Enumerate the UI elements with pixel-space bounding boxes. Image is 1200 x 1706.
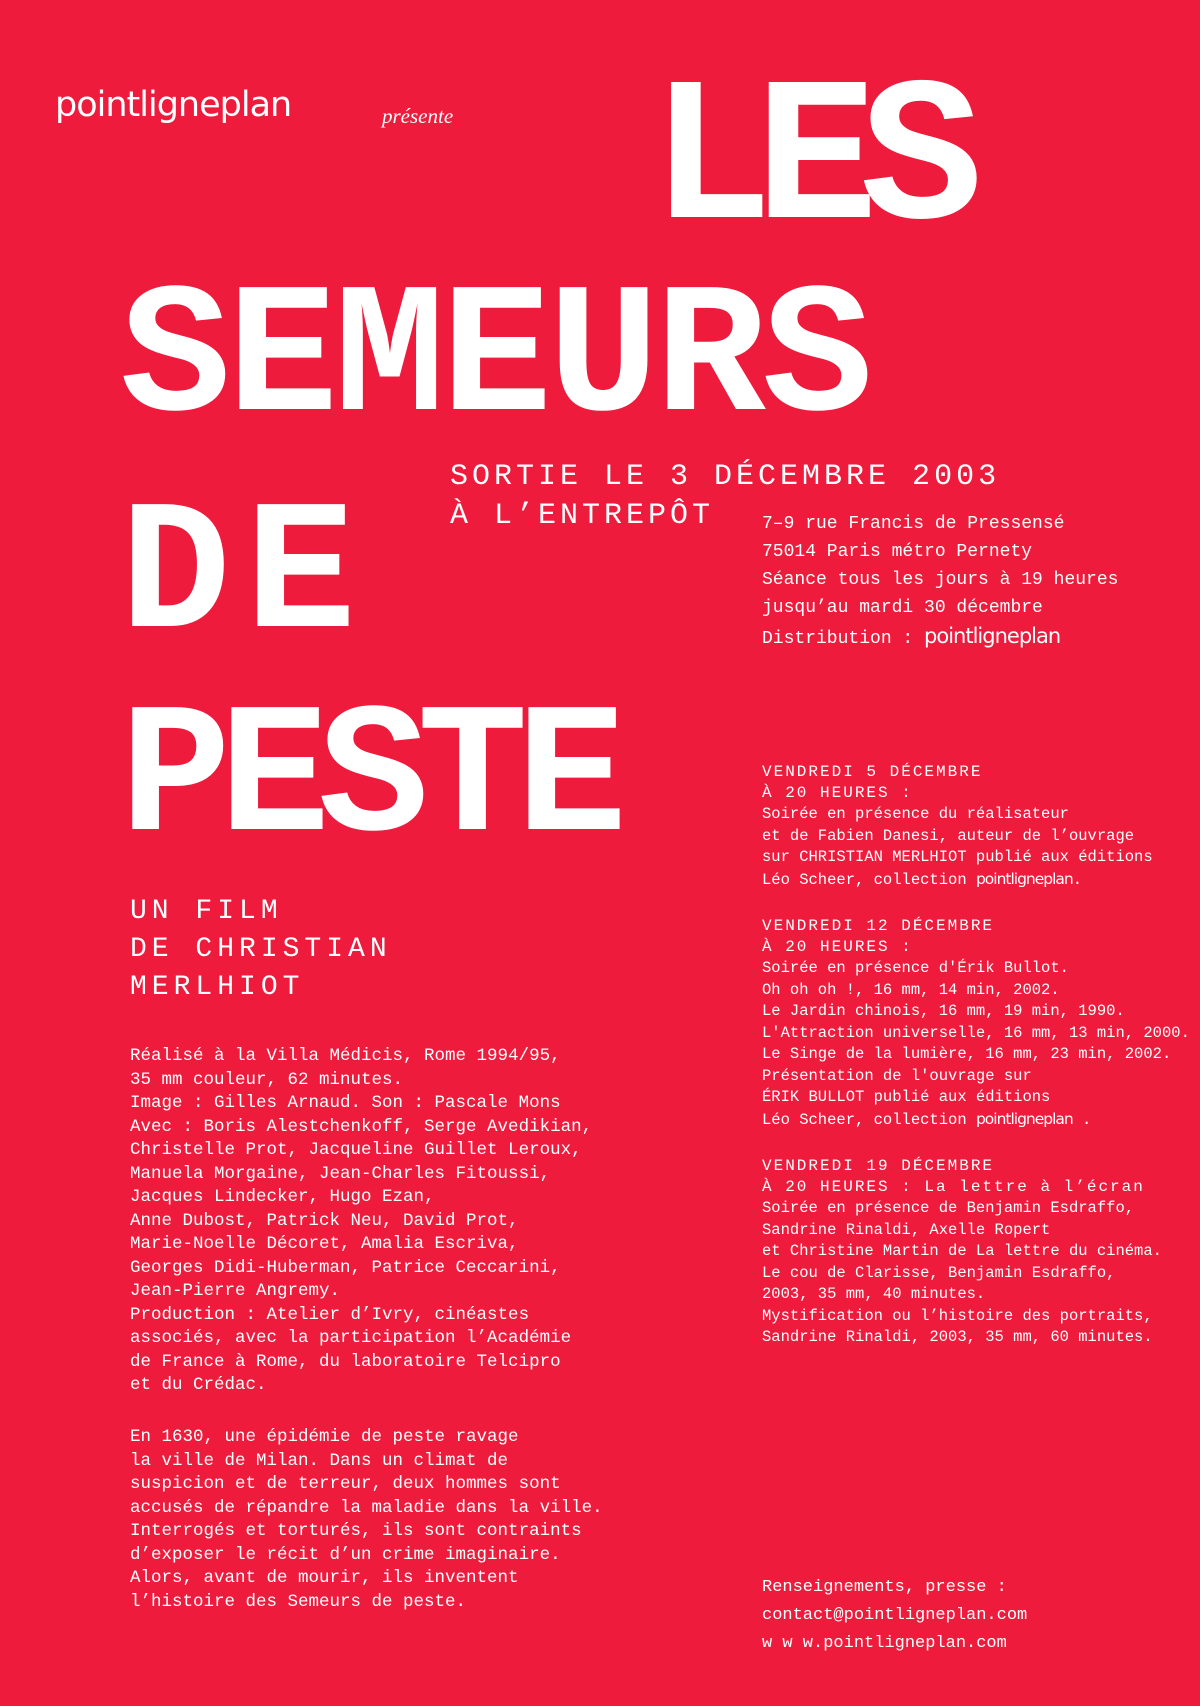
screening-line: Oh oh oh !, 16 mm, 14 min, 2002.: [762, 980, 1060, 999]
screening-day: VENDREDI 12 DÉCEMBRE: [762, 917, 995, 935]
screening-brand-suffix: .: [1072, 870, 1083, 889]
title-line-les: LES: [650, 46, 966, 279]
screening-line: Sandrine Rinaldi, Axelle Ropert: [762, 1220, 1051, 1239]
synopsis-line: Alors, avant de mourir, ils inventent: [130, 1568, 519, 1588]
screening-19-decembre: [762, 1156, 1162, 1349]
contact-block: [762, 1574, 1027, 1658]
detail-line: Manuela Morgaine, Jean-Charles Fitoussi,: [130, 1163, 551, 1184]
contact-label: Renseignements, presse :: [762, 1578, 1007, 1597]
screening-brand: pointligneplan: [975, 1109, 1073, 1128]
synopsis-line: suspicion et de terreur, deux hommes sont: [130, 1474, 561, 1494]
screening-time: À 20 HEURES :: [762, 784, 913, 802]
detail-line: associés, avec la participation l’Académie: [130, 1328, 572, 1348]
screening-line: Soirée en présence de Benjamin Esdraffo,: [762, 1199, 1135, 1217]
synopsis-line: l’histoire des Semeurs de peste.: [130, 1591, 467, 1612]
screening-time: À 20 HEURES :: [762, 938, 913, 956]
screening-line: Présentation de l'ouvrage sur: [762, 1066, 1032, 1085]
detail-line: Anne Dubost, Patrick Neu, David Prot,: [130, 1210, 519, 1231]
screening-brand: pointligneplan: [975, 869, 1073, 888]
detail-line: Marie-Noelle Décoret, Amalia Escriva,: [130, 1234, 519, 1254]
contact-website-link[interactable]: w w w.pointligneplan.com: [762, 1634, 1007, 1653]
detail-line: 35 mm couleur, 62 minutes.: [130, 1069, 404, 1090]
credit-line: DE CHRISTIAN: [130, 934, 392, 965]
venue-address-line: 7–9 rue Francis de Pressensé: [762, 514, 1065, 534]
screening-5-decembre: [762, 762, 1153, 891]
screening-line: Le Singe de la lumière, 16 mm, 23 min, 2002.: [762, 1045, 1172, 1063]
detail-line: Christelle Prot, Jacqueline Guillet Leroux,: [130, 1140, 582, 1160]
venue-until-line: jusqu’au mardi 30 décembre: [762, 598, 1043, 618]
screening-line: 2003, 35 mm, 40 minutes.: [762, 1285, 986, 1303]
screening-day: VENDREDI 5 DÉCEMBRE: [762, 763, 983, 781]
screening-line: sur CHRISTIAN MERLHIOT publié aux éditions: [762, 848, 1153, 866]
credit-line: UN FILM: [130, 896, 283, 927]
screening-line: [762, 869, 1153, 892]
film-details: [130, 1045, 592, 1398]
venue-city-line: 75014 Paris métro Pernety: [762, 542, 1033, 562]
screening-brand-suffix: .: [1072, 1110, 1092, 1129]
detail-line: et du Crédac.: [130, 1375, 267, 1395]
screening-line: et Christine Martin de La lettre du cinéma.: [762, 1242, 1162, 1260]
screening-line: et de Fabien Danesi, auteur de l’ouvrage: [762, 826, 1135, 845]
venue-schedule-line: Séance tous les jours à 19 heures: [762, 570, 1119, 590]
title-line-de: DE: [120, 472, 371, 682]
title-line-peste: PESTE: [120, 675, 616, 885]
synopsis-line: d’exposer le récit d’un crime imaginaire.: [130, 1544, 561, 1565]
screening-day: VENDREDI 19 DÉCEMBRE: [762, 1157, 995, 1175]
release-venue: À L’ENTREPÔT: [450, 499, 715, 533]
release-date: SORTIE LE 3 DÉCEMBRE 2003: [450, 460, 1001, 494]
screening-line: L'Attraction universelle, 16 mm, 13 min, 2000.: [762, 1023, 1190, 1042]
synopsis-line: Interrogés et torturés, ils sont contraints: [130, 1521, 582, 1541]
detail-line: Georges Didi-Huberman, Patrice Ceccarini,: [130, 1257, 561, 1278]
screening-collection: Léo Scheer, collection: [762, 870, 976, 889]
synopsis-line: accusés de répandre la maladie dans la ville.: [130, 1497, 603, 1518]
detail-line: Réalisé à la Villa Médicis, Rome 1994/95,: [130, 1046, 561, 1066]
credit-line: MERLHIOT: [130, 972, 305, 1003]
screening-12-decembre: [762, 916, 1190, 1131]
screening-line: Le cou de Clarisse, Benjamin Esdraffo,: [762, 1263, 1116, 1282]
distribution-brand: pointligneplan: [924, 624, 1061, 648]
distribution-line: [762, 622, 1118, 653]
detail-line: Image : Gilles Arnaud. Son : Pascale Mons: [130, 1093, 561, 1113]
synopsis-line: En 1630, une épidémie de peste ravage: [130, 1427, 519, 1447]
venue-info: [762, 510, 1118, 653]
synopsis-line: la ville de Milan. Dans un climat de: [130, 1450, 509, 1471]
detail-line: Jacques Lindecker, Hugo Ezan,: [130, 1187, 435, 1207]
header-brand-logo: pointligneplan: [55, 85, 292, 125]
screening-collection: Léo Scheer, collection: [762, 1110, 976, 1129]
screening-line: Soirée en présence du réalisateur: [762, 805, 1069, 823]
title-line-semeurs: SEMEURS: [120, 255, 870, 465]
screening-line: [762, 1109, 1190, 1132]
header-presente: présente: [382, 104, 454, 128]
screening-time: À 20 HEURES : La lettre à l’écran: [762, 1178, 1145, 1196]
screening-line: ÉRIK BULLOT publié aux éditions: [762, 1088, 1051, 1106]
detail-line: Production : Atelier d’Ivry, cinéastes: [130, 1304, 530, 1325]
detail-line: de France à Rome, du laboratoire Telcipro: [130, 1351, 561, 1372]
distribution-label: Distribution :: [762, 629, 925, 649]
synopsis: [130, 1426, 603, 1614]
screening-line: Soirée en présence d'Érik Bullot.: [762, 959, 1069, 977]
detail-line: Avec : Boris Alestchenkoff, Serge Avedikian,: [130, 1116, 593, 1137]
film-credit: [130, 893, 392, 1007]
detail-line: Jean-Pierre Angremy.: [130, 1281, 341, 1301]
screening-line: Le Jardin chinois, 16 mm, 19 min, 1990.: [762, 1002, 1125, 1020]
screening-line: Mystification ou l’histoire des portraits,: [762, 1306, 1153, 1325]
contact-email-link[interactable]: contact@pointligneplan.com: [762, 1606, 1028, 1625]
screening-line: Sandrine Rinaldi, 2003, 35 mm, 60 minutes.: [762, 1328, 1153, 1346]
